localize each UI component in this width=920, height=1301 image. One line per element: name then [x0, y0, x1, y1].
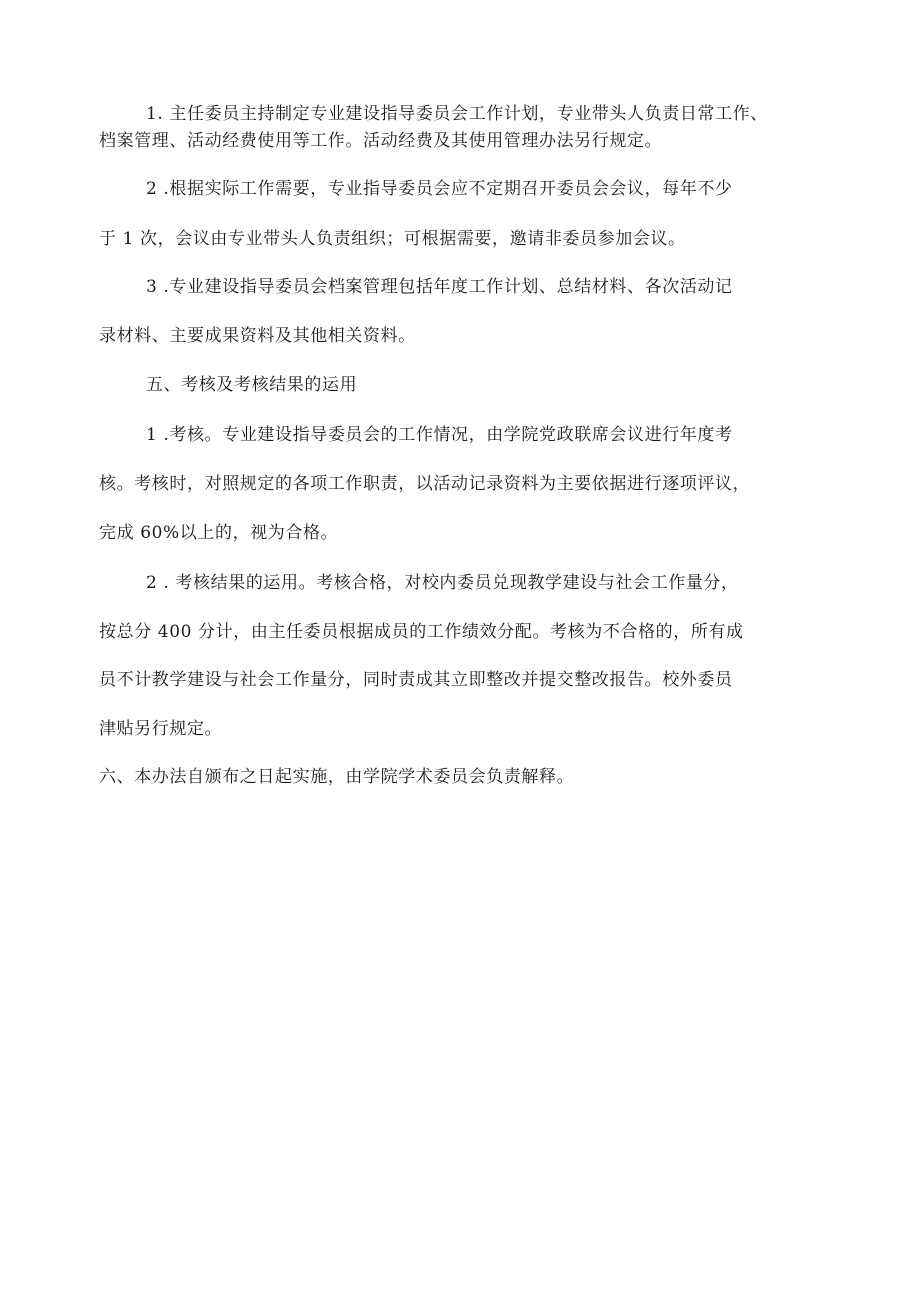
text-line: 于 1 次，会议由专业带头人负责组织；可根据需要，邀请非委员参加会议。 [99, 229, 686, 249]
text-line: 核。考核时，对照规定的各项工作职责，以活动记录资料为主要依据进行逐项评议， [99, 474, 751, 494]
text-line: 员不计教学建设与社会工作量分，同时责成其立即整改并提交整改报告。校外委员 [99, 670, 733, 690]
text-line: 2 .根据实际工作需要，专业指导委员会应不定期召开委员会会议，每年不少 [146, 179, 733, 199]
heading-line: 六、本办法自颁布之日起实施，由学院学术委员会负责解释。 [99, 767, 575, 787]
text-line: 2 . 考核结果的运用。考核合格，对校内委员兑现教学建设与社会工作量分， [146, 573, 739, 593]
text-line: 录材料、主要成果资料及其他相关资料。 [99, 326, 416, 346]
text-line: 档案管理、活动经费使用等工作。活动经费及其使用管理办法另行规定。 [99, 131, 663, 151]
heading-line: 五、考核及考核结果的运用 [146, 375, 358, 395]
text-line: 1 .考核。专业建设指导委员会的工作情况，由学院党政联席会议进行年度考 [146, 425, 733, 445]
text-line: 津贴另行规定。 [99, 719, 223, 739]
text-line: 1. 主任委员主持制定专业建设指导委员会工作计划，专业带头人负责日常工作、 [146, 104, 768, 124]
text-line: 完成 60%以上的，视为合格。 [99, 523, 339, 543]
text-line: 按总分 400 分计，由主任委员根据成员的工作绩效分配。考核为不合格的，所有成 [99, 622, 744, 642]
text-line: 3 .专业建设指导委员会档案管理包括年度工作计划、总结材料、各次活动记 [146, 277, 733, 297]
